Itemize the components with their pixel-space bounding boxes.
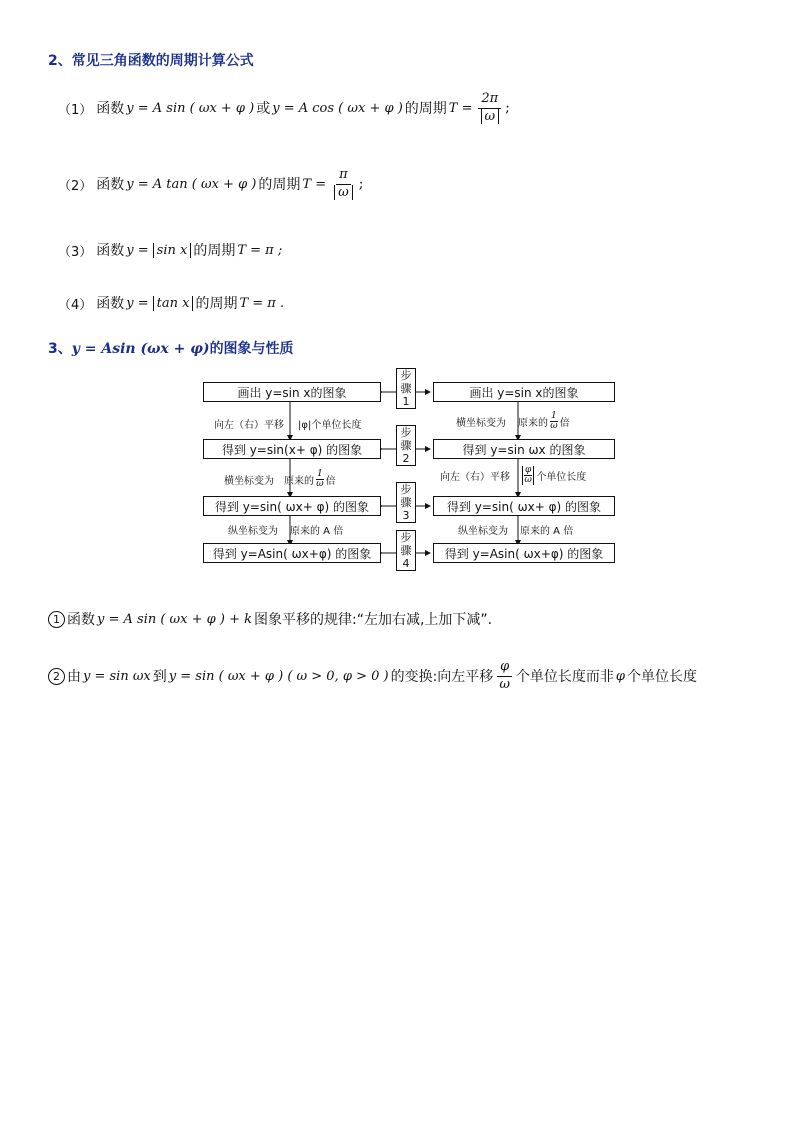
period-T: T = π ;: [237, 242, 283, 258]
item-prefix: 函数: [96, 101, 125, 118]
period-fraction: [331, 168, 356, 201]
section-3-title: [48, 338, 294, 358]
item-period-label: 的周期: [404, 101, 447, 118]
rule-formula-to: y = sin ( ωx + φ ) ( ω > 0, φ > 0 ): [168, 668, 389, 684]
right-note-3: 纵坐标变为 原来的 A 倍: [458, 526, 574, 537]
rule-text: 由: [67, 669, 81, 686]
fraction-numerator: π: [336, 168, 351, 185]
right-box-1: 画出 y=sin x的图象: [433, 382, 615, 402]
right-note-1: 横坐标变为 原来的 $\frac{1}{\omega}$ 倍: [456, 411, 570, 431]
step-box-2: 步 骤 2: [396, 425, 416, 466]
left-box-3: 得到 y=sin( ωx+ φ) 的图象: [203, 496, 381, 516]
fraction-denominator: ω: [334, 185, 353, 200]
item-number: （2）: [58, 178, 93, 194]
formula-item-3: [58, 240, 284, 260]
item-prefix: 函数: [96, 296, 125, 312]
left-box-4: 得到 y=Asin( ωx+φ) 的图象: [203, 543, 381, 563]
rule-text: 个单位长度而非: [515, 669, 614, 686]
item-prefix: 函数: [96, 243, 125, 259]
left-note-3: 纵坐标变为 原来的 A 倍: [228, 526, 344, 537]
fraction-numerator: 2π: [478, 92, 501, 109]
rule-text: 函数: [67, 612, 95, 628]
period-T: T = π .: [239, 295, 285, 311]
item-end: ;: [358, 176, 364, 193]
item-period-label: 的周期: [258, 177, 301, 194]
period-T: T =: [302, 176, 327, 192]
item-number: （4）: [58, 297, 93, 313]
formula-item-1: [58, 92, 510, 125]
rule-1: [48, 609, 492, 629]
rule-text: 到: [152, 669, 167, 686]
rule-text: 图象平移的规律:“左加右减,上加下减”.: [254, 612, 493, 628]
period-fraction: [478, 92, 503, 125]
step-box-4: 步 骤 4: [396, 530, 416, 571]
item-prefix: 函数: [96, 177, 125, 194]
item-number: （3）: [58, 244, 93, 260]
formula-cos: y = A cos ( ωx + φ ): [272, 100, 403, 116]
left-box-1: 画出 y=sin x的图象: [203, 382, 381, 402]
right-box-4: 得到 y=Asin( ωx+φ) 的图象: [433, 543, 615, 563]
section-3-number: 3、: [48, 341, 72, 357]
formula-y: y =: [126, 242, 149, 258]
section-3-formula: y = Asin (ωx + φ): [71, 341, 210, 357]
right-box-2: 得到 y=sin ωx 的图象: [433, 439, 615, 459]
section-2-title: 2、常见三角函数的周期计算公式: [48, 53, 254, 69]
formula-y: y =: [126, 295, 149, 311]
left-note-2: 横坐标变为 原来的 $\frac{1}{\omega}$ 倍: [224, 469, 336, 489]
section-3-suffix: 的图象与性质: [209, 341, 294, 357]
item-period-label: 的周期: [193, 243, 236, 259]
left-note-1: 向左（右）平移 |φ|个单位长度: [214, 420, 362, 431]
item-period-label: 的周期: [195, 296, 238, 312]
rule-text: 的变换:向左平移: [390, 669, 494, 686]
step-box-1: 步 骤 1: [396, 368, 416, 409]
rule-formula: y = A sin ( ωx + φ ) + k: [97, 611, 252, 627]
item-end: ;: [505, 100, 510, 117]
transformation-diagram: [200, 368, 620, 568]
circled-number: 2: [48, 668, 65, 685]
rule-phi: φ: [615, 668, 626, 684]
step-box-3: 步 骤 3: [396, 482, 416, 523]
rule-text: 个单位长度: [627, 669, 698, 686]
fraction-denominator: ω: [481, 109, 500, 124]
formula-tan: y = A tan ( ωx + φ ): [126, 176, 257, 192]
rule-2: [48, 660, 697, 693]
formula-abs-tan: tan x: [153, 296, 194, 311]
rule-formula-from: y = sin ωx: [83, 668, 151, 684]
right-note-2: 向左（右）平移 $\frac{\varphi}{\omega}$ 个单位长度: [440, 465, 587, 485]
period-T: T =: [448, 100, 473, 116]
formula-item-4: [58, 293, 286, 313]
formula-item-2: [58, 168, 363, 201]
rule-fraction: $\frac{\varphi}{\omega}$: [496, 660, 513, 693]
item-or: 或: [256, 101, 271, 118]
item-number: （1）: [58, 102, 93, 118]
left-box-2: 得到 y=sin(x+ φ) 的图象: [203, 439, 381, 459]
circled-number: 1: [48, 611, 65, 628]
formula-abs-sin: sin x: [153, 243, 192, 258]
right-box-3: 得到 y=sin( ωx+ φ) 的图象: [433, 496, 615, 516]
formula-sin: y = A sin ( ωx + φ ): [126, 100, 255, 116]
